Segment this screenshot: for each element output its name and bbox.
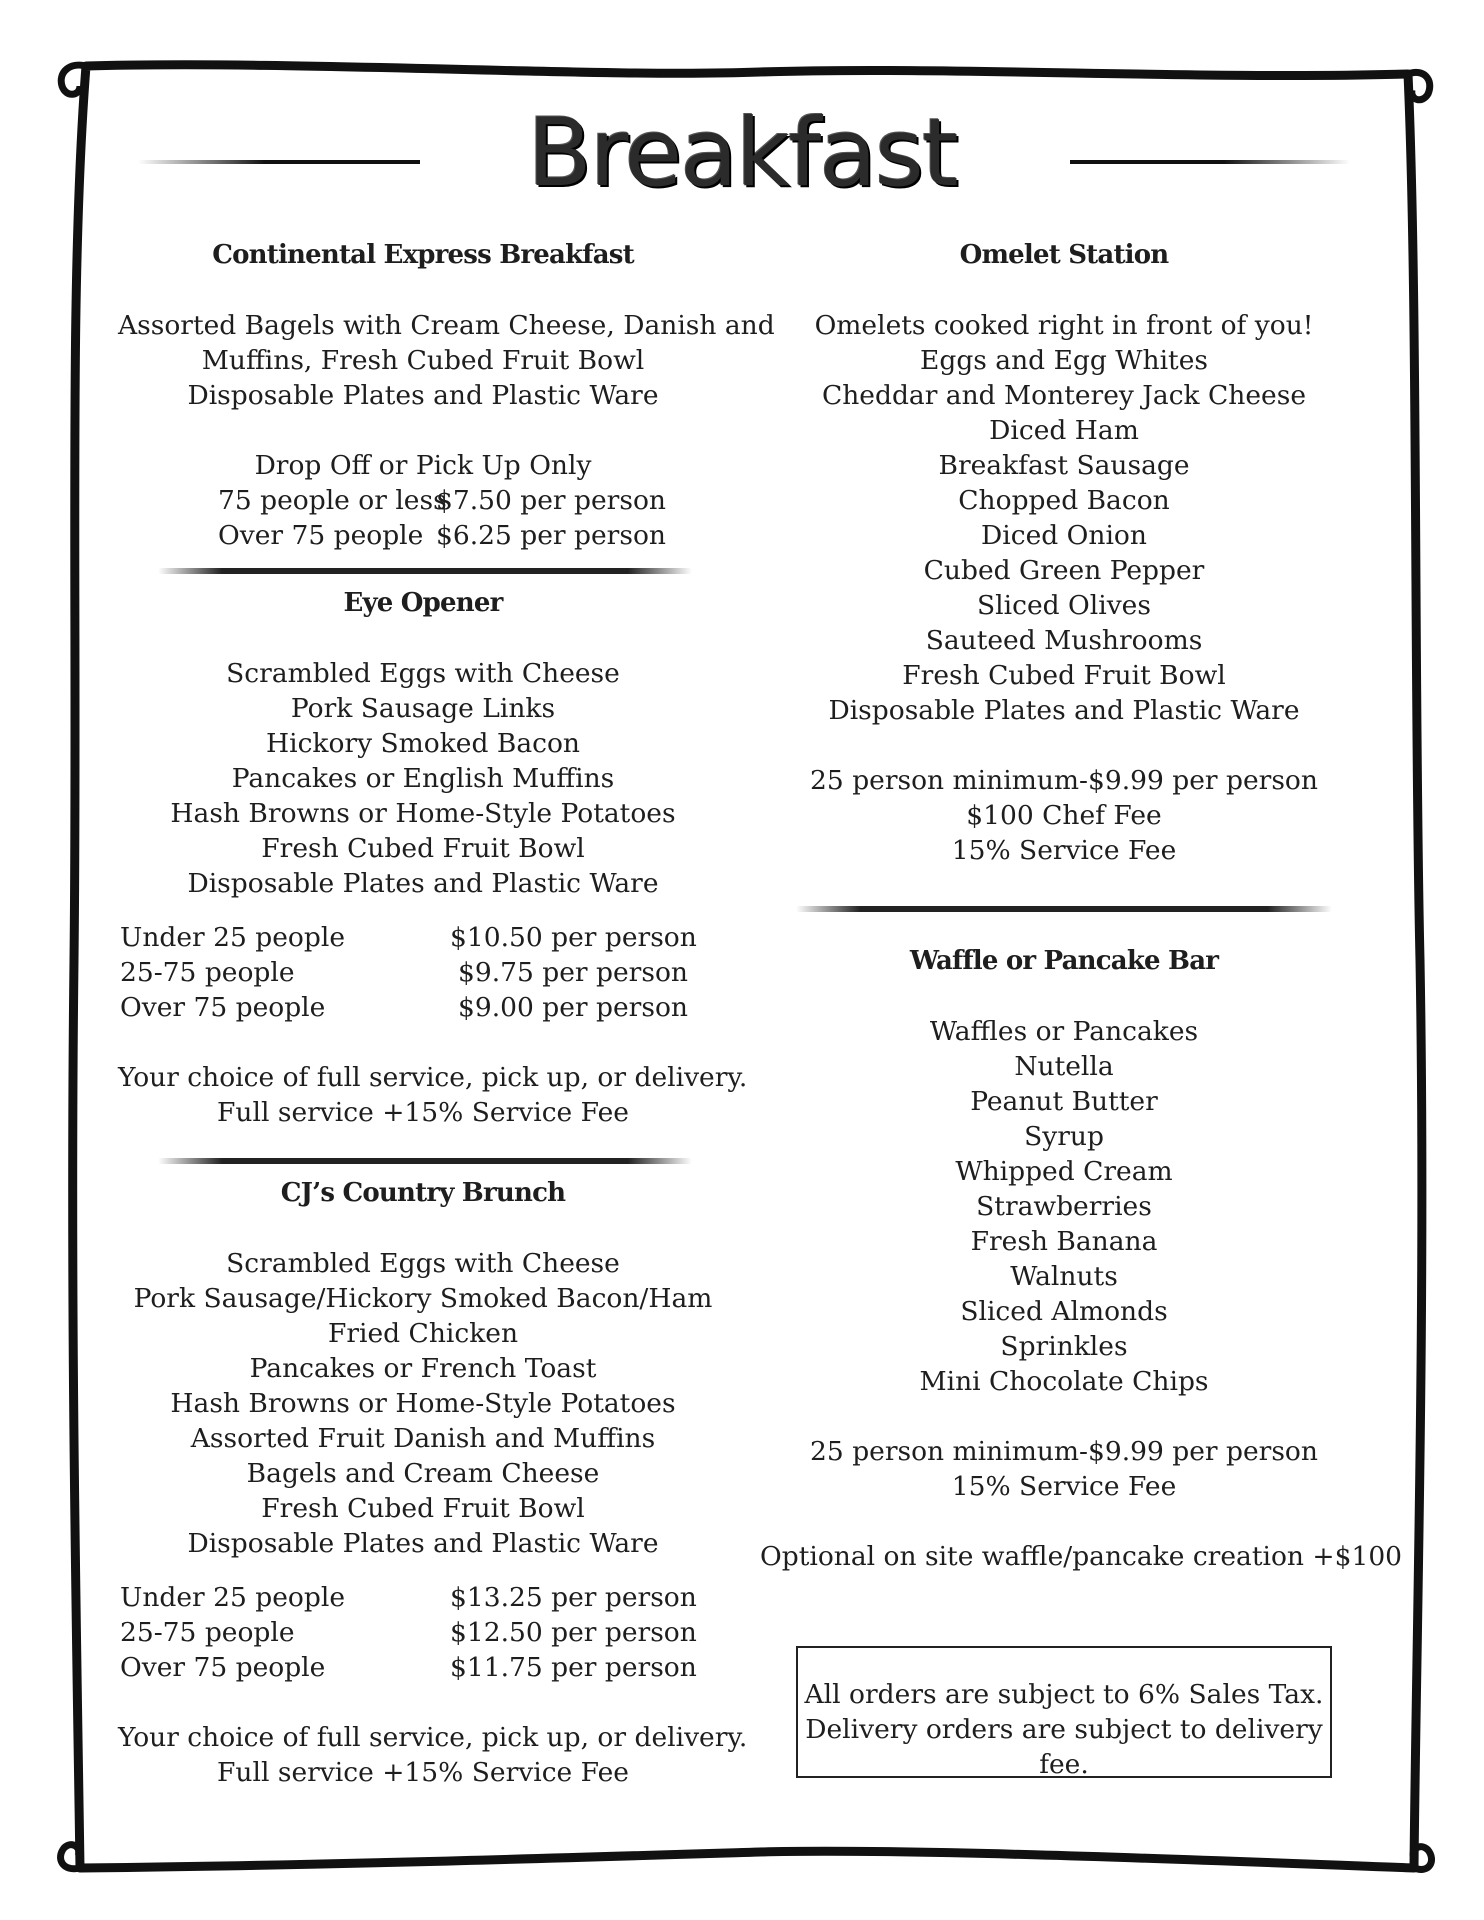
menu-item: Syrup [1024,1121,1104,1152]
price-label: Over 75 people [218,520,424,551]
menu-item: Disposable Plates and Plastic Ware [187,868,659,899]
pricing-line: 15% Service Fee [951,835,1177,866]
menu-item: Fresh Cubed Fruit Bowl [261,833,585,864]
section-heading: Omelet Station [959,240,1169,270]
price-row [118,518,728,553]
menu-item: Pancakes or French Toast [249,1353,597,1384]
price-row [118,920,728,955]
notice-line: All orders are subject to 6% Sales Tax. [804,1679,1324,1710]
menu-item: Fresh Cubed Fruit Bowl [902,660,1226,691]
menu-item: Hash Browns or Home-Style Potatoes [170,1388,676,1419]
menu-item: Chopped Bacon [958,485,1170,516]
price-label: Under 25 people [120,922,346,953]
menu-item: Sliced Almonds [960,1296,1168,1327]
menu-item: Muffins, Fresh Cubed Fruit Bowl [201,345,645,376]
service-note: Full service +15% Service Fee [217,1757,629,1788]
menu-item: Bagels and Cream Cheese [246,1458,600,1489]
title-rule-right [1070,160,1350,164]
country-brunch-section [118,1176,748,1790]
menu-item: Assorted Bagels with Cream Cheese, Danish and [118,310,775,341]
menu-item: Diced Ham [989,415,1139,446]
section-heading: Waffle or Pancake Bar [909,946,1219,976]
menu-item: Disposable Plates and Plastic Ware [187,1528,659,1559]
menu-item: Omelets cooked right in front of you! [814,310,1314,341]
menu-item: Disposable Plates and Plastic Ware [187,380,659,411]
menu-item: Cubed Green Pepper [923,555,1205,586]
price-row [118,990,728,1025]
menu-item: Fried Chicken [327,1318,519,1349]
price-label: Under 25 people [120,1582,346,1613]
price-value: $12.50 per person [450,1617,697,1648]
service-note: Your choice of full service, pick up, or delivery. [118,1722,748,1753]
menu-item: Peanut Butter [970,1086,1158,1117]
menu-item: Sliced Olives [977,590,1151,621]
section-divider [158,1158,692,1164]
section-divider [796,906,1332,912]
section-heading: CJ’s Country Brunch [280,1178,566,1208]
pricing-line: 15% Service Fee [951,1471,1177,1502]
continental-section [118,238,775,553]
menu-item: Hickory Smoked Bacon [265,728,580,759]
optional-addon: Optional on site waffle/pancake creation +$100 [760,1541,1403,1572]
menu-item: Fresh Cubed Fruit Bowl [261,1493,585,1524]
price-label: 75 people or less [218,485,447,516]
menu-item: Cheddar and Monterey Jack Cheese [821,380,1307,411]
pricing-line: 25 person minimum-$9.99 per person [810,1436,1318,1467]
price-row [118,483,728,518]
price-row [118,1615,728,1650]
section-divider [158,568,692,574]
menu-item: Eggs and Egg Whites [920,345,1208,376]
menu-item: Disposable Plates and Plastic Ware [828,695,1300,726]
menu-item: Pork Sausage/Hickory Smoked Bacon/Ham [133,1283,713,1314]
menu-item: Scrambled Eggs with Cheese [226,658,620,689]
tax-notice-box [796,1646,1332,1778]
price-value: $13.25 per person [450,1582,697,1613]
pricing-line: $100 Chef Fee [966,800,1162,831]
menu-item: Walnuts [1010,1261,1118,1292]
title-rule-left [138,160,420,164]
price-row [118,955,728,990]
menu-item: Sauteed Mushrooms [925,625,1203,656]
omelet-section [760,238,1368,868]
menu-item: Waffles or Pancakes [929,1016,1199,1047]
menu-item: Hash Browns or Home-Style Potatoes [170,798,676,829]
price-label: Over 75 people [120,1652,326,1683]
menu-item: Pork Sausage Links [290,693,556,724]
menu-item: Assorted Fruit Danish and Muffins [190,1423,656,1454]
menu-item: Pancakes or English Muffins [231,763,615,794]
pricing-line: 25 person minimum-$9.99 per person [810,765,1318,796]
price-label: Over 75 people [120,992,326,1023]
menu-item: Mini Chocolate Chips [919,1366,1209,1397]
price-value: $11.75 per person [450,1652,697,1683]
notice-line: Delivery orders are subject to delivery fee. [805,1714,1323,1780]
menu-title: Breakfast [527,99,957,208]
menu-item: Sprinkles [1000,1331,1128,1362]
service-note: Drop Off or Pick Up Only [254,450,592,481]
price-row [118,1650,728,1685]
menu-item: Fresh Banana [970,1226,1158,1257]
price-value: $7.50 per person [436,485,666,516]
section-heading: Eye Opener [343,588,503,618]
service-note: Your choice of full service, pick up, or delivery. [118,1062,748,1093]
price-row [118,1580,728,1615]
price-value: $9.75 per person [458,957,688,988]
price-value: $6.25 per person [436,520,666,551]
menu-item: Diced Onion [981,520,1147,551]
price-label: 25-75 people [120,1617,295,1648]
menu-item: Scrambled Eggs with Cheese [226,1248,620,1279]
price-value: $10.50 per person [450,922,697,953]
waffle-section [760,944,1403,1574]
price-value: $9.00 per person [458,992,688,1023]
service-note: Full service +15% Service Fee [217,1097,629,1128]
menu-item: Nutella [1014,1051,1114,1082]
menu-item: Strawberries [976,1191,1152,1222]
section-heading: Continental Express Breakfast [212,240,634,270]
menu-item: Whipped Cream [955,1156,1173,1187]
eye-opener-section [118,586,748,1130]
price-label: 25-75 people [120,957,295,988]
menu-item: Breakfast Sausage [938,450,1190,481]
